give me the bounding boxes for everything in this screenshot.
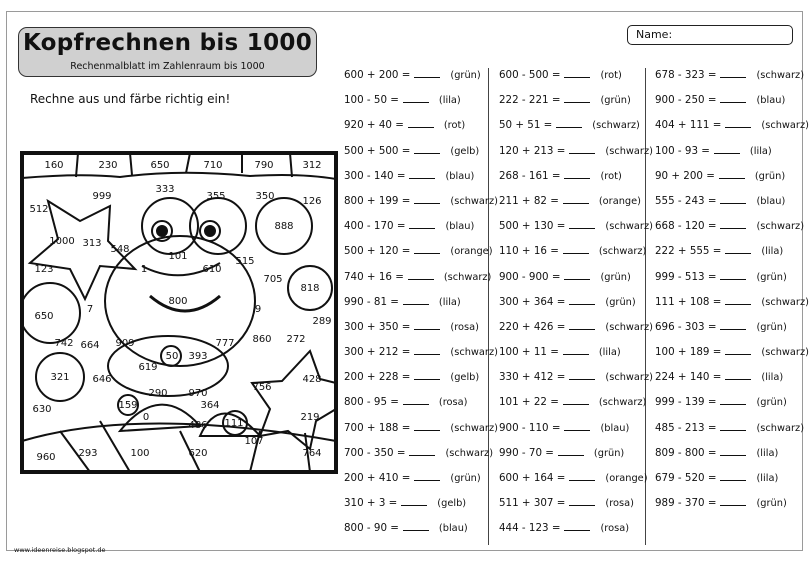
task-expression: 111 + 108 =	[655, 295, 722, 308]
task-row	[499, 469, 649, 494]
task-color: (schwarz)	[761, 296, 809, 308]
picture-number: 650	[34, 311, 54, 322]
picture-number: 486	[188, 420, 208, 431]
picture-number: 293	[78, 448, 98, 459]
task-color: (rosa)	[600, 523, 630, 535]
task-row	[499, 444, 649, 469]
task-expression: 220 + 426 =	[499, 320, 566, 333]
task-expression: 990 - 70 =	[499, 446, 554, 459]
task-color: (lila)	[749, 145, 772, 157]
task-expression: 555 - 243 =	[655, 194, 717, 207]
answer-blank[interactable]	[414, 243, 440, 254]
task-color: (schwarz)	[450, 195, 498, 207]
picture-number: 0	[142, 412, 150, 423]
answer-blank[interactable]	[401, 495, 427, 506]
picture-number: 428	[302, 374, 322, 385]
answer-blank[interactable]	[569, 218, 595, 229]
answer-blank[interactable]	[569, 319, 595, 330]
task-color: (schwarz)	[598, 397, 647, 409]
task-row	[344, 142, 494, 167]
picture-number: 126	[302, 196, 322, 207]
answer-blank[interactable]	[720, 420, 746, 431]
answer-blank[interactable]	[408, 117, 434, 128]
task-row	[499, 242, 649, 267]
task-color: (schwarz)	[445, 447, 494, 459]
task-row	[655, 368, 805, 393]
task-expression: 920 + 40 =	[344, 119, 404, 132]
task-row	[655, 444, 805, 469]
picture-number: 219	[300, 412, 320, 423]
task-expression: 90 + 200 =	[655, 169, 715, 182]
answer-blank[interactable]	[569, 143, 595, 154]
picture-number: 610	[202, 264, 222, 275]
task-row	[655, 242, 805, 267]
task-row	[655, 494, 805, 519]
task-color: (blau)	[756, 95, 786, 107]
task-row	[655, 293, 809, 318]
task-row	[344, 393, 494, 418]
task-expression: 100 - 50 =	[344, 94, 399, 107]
task-color: (schwarz)	[761, 347, 809, 359]
answer-blank[interactable]	[720, 269, 746, 280]
picture-number: 800	[168, 296, 188, 307]
task-row	[344, 469, 494, 494]
picture-number: 333	[155, 184, 175, 195]
task-row	[655, 142, 805, 167]
task-expression: 900 - 900 =	[499, 270, 561, 283]
task-color: (schwarz)	[605, 372, 653, 384]
answer-blank[interactable]	[720, 495, 746, 506]
task-expression: 678 - 323 =	[655, 69, 717, 81]
answer-blank[interactable]	[714, 143, 740, 154]
task-expression: 679 - 520 =	[655, 472, 717, 484]
picture-number: 742	[54, 338, 74, 349]
page-subtitle: Rechenmalblatt im Zahlenraum bis 1000	[70, 61, 265, 72]
task-color: (grün)	[600, 271, 631, 283]
picture-number: 355	[206, 191, 226, 202]
answer-blank[interactable]	[720, 470, 746, 481]
picture-number: 7	[86, 304, 94, 315]
picture-number: 350	[255, 191, 275, 202]
task-expression: 404 + 111 =	[655, 119, 722, 132]
task-row	[344, 192, 498, 217]
task-color: (rosa)	[605, 498, 634, 510]
task-expression: 600 - 500 =	[499, 69, 561, 81]
answer-blank[interactable]	[725, 344, 751, 355]
task-row	[655, 268, 805, 293]
picture-number: 710	[203, 160, 223, 171]
picture-number: 999	[92, 191, 112, 202]
task-color: (orange)	[598, 195, 641, 207]
task-expression: 485 - 213 =	[655, 421, 717, 434]
task-row	[655, 116, 809, 141]
answer-blank[interactable]	[719, 168, 745, 179]
answer-blank[interactable]	[558, 445, 584, 456]
task-expression: 668 - 120 =	[655, 220, 717, 233]
task-row	[655, 343, 809, 368]
task-color: (schwarz)	[592, 120, 640, 132]
task-row	[344, 217, 494, 242]
task-color: (lila)	[756, 473, 779, 484]
task-row	[655, 192, 805, 217]
picture-number: 818	[300, 283, 320, 294]
answer-blank[interactable]	[725, 369, 751, 380]
task-expression: 110 + 16 =	[499, 245, 559, 258]
task-expression: 100 - 93 =	[655, 144, 710, 157]
answer-blank[interactable]	[720, 445, 746, 456]
task-column-1	[344, 66, 498, 545]
task-expression: 222 + 555 =	[655, 245, 722, 258]
task-color: (schwarz)	[756, 221, 805, 233]
task-expression: 900 - 250 =	[655, 94, 717, 107]
task-row	[655, 419, 805, 444]
task-color: (orange)	[605, 473, 648, 484]
task-color: (schwarz)	[443, 271, 492, 283]
picture-number: 756	[252, 382, 272, 393]
picture-number: 790	[254, 160, 274, 171]
task-color: (blau)	[438, 523, 468, 535]
task-expression: 120 + 213 =	[499, 144, 566, 157]
task-color: (schwarz)	[761, 120, 809, 132]
answer-blank[interactable]	[403, 92, 429, 103]
answer-blank[interactable]	[725, 294, 751, 305]
answer-blank[interactable]	[414, 344, 440, 355]
answer-blank[interactable]	[414, 420, 440, 431]
picture-number: 159	[118, 400, 138, 411]
task-expression: 400 - 170 =	[344, 220, 406, 233]
task-row	[655, 91, 805, 116]
task-row	[499, 192, 649, 217]
task-expression: 222 - 221 =	[499, 94, 561, 107]
task-expression: 600 + 164 =	[499, 472, 566, 484]
task-row	[499, 419, 649, 444]
task-color: (blau)	[600, 422, 630, 434]
picture-number: 123	[34, 264, 54, 275]
task-expression: 700 + 188 =	[344, 421, 411, 434]
picture-number: 230	[98, 160, 118, 171]
task-color: (grün)	[756, 397, 787, 409]
task-row	[499, 142, 653, 167]
task-color: (schwarz)	[598, 246, 647, 258]
task-color: (blau)	[445, 221, 475, 233]
picture-number: 101	[168, 251, 188, 262]
task-expression: 211 + 82 =	[499, 194, 559, 207]
task-row	[499, 116, 649, 141]
task-color: (lila)	[598, 347, 621, 359]
picture-number: 50	[165, 351, 179, 362]
answer-blank[interactable]	[720, 193, 746, 204]
task-expression: 200 + 410 =	[344, 472, 411, 484]
task-expression: 999 - 513 =	[655, 270, 717, 283]
task-expression: 809 - 800 =	[655, 446, 717, 459]
task-color: (schwarz)	[756, 70, 805, 81]
answer-blank[interactable]	[720, 92, 746, 103]
task-color: (lila)	[438, 95, 461, 107]
answer-blank[interactable]	[564, 168, 590, 179]
answer-blank[interactable]	[414, 369, 440, 380]
task-expression: 990 - 81 =	[344, 295, 399, 308]
answer-blank[interactable]	[414, 470, 440, 481]
task-row	[499, 318, 653, 343]
answer-blank[interactable]	[725, 117, 751, 128]
task-expression: 900 - 110 =	[499, 421, 561, 434]
task-color: (rot)	[600, 70, 622, 81]
task-expression: 740 + 16 =	[344, 270, 404, 283]
answer-blank[interactable]	[403, 294, 429, 305]
task-column-2	[499, 66, 653, 545]
picture-number: 107	[244, 436, 264, 447]
task-expression: 700 - 350 =	[344, 446, 406, 459]
task-expression: 989 - 370 =	[655, 497, 717, 510]
answer-blank[interactable]	[720, 319, 746, 330]
answer-blank[interactable]	[720, 67, 746, 78]
task-color: (blau)	[445, 170, 475, 182]
picture-number: 313	[82, 238, 102, 249]
picture-number: 393	[188, 351, 208, 362]
picture-number: 515	[235, 256, 255, 267]
task-row	[499, 268, 649, 293]
task-color: (gelb)	[450, 145, 480, 157]
task-expression: 224 + 140 =	[655, 371, 722, 384]
answer-blank[interactable]	[556, 117, 582, 128]
task-expression: 500 + 120 =	[344, 245, 411, 258]
picture-number: 646	[92, 374, 112, 385]
task-row	[655, 318, 805, 343]
task-row	[344, 343, 498, 368]
task-row	[344, 444, 494, 469]
task-row	[499, 66, 649, 91]
picture-number: 705	[263, 274, 283, 285]
task-expression: 300 + 364 =	[499, 295, 566, 308]
answer-blank[interactable]	[563, 394, 589, 405]
picture-number: 909	[115, 338, 135, 349]
answer-blank[interactable]	[563, 243, 589, 254]
task-row	[344, 293, 494, 318]
answer-blank[interactable]	[414, 319, 440, 330]
task-row	[344, 318, 494, 343]
picture-number: 764	[302, 448, 322, 459]
picture-number: 364	[200, 400, 220, 411]
task-color: (orange)	[450, 246, 493, 258]
coloring-picture	[20, 151, 338, 474]
task-color: (grün)	[450, 70, 481, 81]
answer-blank[interactable]	[414, 193, 440, 204]
task-row	[499, 494, 649, 519]
task-expression: 500 + 130 =	[499, 220, 566, 233]
picture-number: 1	[140, 264, 148, 275]
task-color: (rot)	[443, 120, 466, 132]
task-color: (grün)	[450, 473, 481, 484]
task-expression: 500 + 500 =	[344, 144, 411, 157]
task-row	[344, 116, 494, 141]
answer-blank[interactable]	[409, 168, 435, 179]
task-expression: 50 + 51 =	[499, 119, 553, 132]
answer-blank[interactable]	[564, 269, 590, 280]
task-color: (schwarz)	[605, 321, 653, 333]
answer-blank[interactable]	[564, 420, 590, 431]
task-color: (lila)	[761, 372, 784, 384]
name-label: Name:	[636, 28, 673, 41]
task-expression: 800 + 199 =	[344, 194, 411, 207]
task-row	[344, 519, 494, 544]
answer-blank[interactable]	[564, 92, 590, 103]
answer-blank[interactable]	[569, 470, 595, 481]
coloring-svg	[20, 151, 338, 474]
task-color: (grün)	[593, 447, 625, 459]
task-color: (gelb)	[450, 372, 480, 384]
task-color: (schwarz)	[450, 347, 498, 359]
picture-number: 777	[215, 338, 235, 349]
footer-url: www.ideenreise.blogspot.de	[14, 546, 106, 554]
task-row	[499, 167, 649, 192]
picture-number: 888	[274, 221, 294, 232]
task-row	[344, 419, 498, 444]
task-row	[655, 217, 805, 242]
title-box	[18, 27, 317, 77]
task-row	[499, 91, 649, 116]
answer-blank[interactable]	[403, 520, 429, 531]
answer-blank[interactable]	[408, 269, 434, 280]
task-expression: 800 - 90 =	[344, 522, 399, 535]
answer-blank[interactable]	[569, 495, 595, 506]
task-row	[655, 469, 805, 494]
picture-number: 512	[29, 204, 49, 215]
picture-number: 664	[80, 340, 100, 351]
task-color: (lila)	[761, 246, 784, 258]
task-row	[499, 217, 653, 242]
task-expression: 300 - 140 =	[344, 169, 406, 182]
instruction-text: Rechne aus und färbe richtig ein!	[30, 92, 231, 106]
task-row	[499, 343, 649, 368]
task-color: (rosa)	[450, 321, 479, 333]
task-expression: 268 - 161 =	[499, 169, 561, 182]
task-color: (grün)	[756, 271, 787, 283]
task-color: (gelb)	[437, 498, 467, 510]
task-color: (schwarz)	[605, 145, 653, 157]
task-row	[344, 91, 494, 116]
task-row	[344, 242, 494, 267]
picture-number: 100	[130, 448, 150, 459]
picture-number: 960	[36, 452, 56, 463]
task-row	[344, 167, 494, 192]
answer-blank[interactable]	[720, 394, 746, 405]
task-expression: 511 + 307 =	[499, 497, 566, 510]
task-expression: 300 + 212 =	[344, 346, 411, 359]
task-color: (rot)	[600, 170, 622, 182]
task-color: (grün)	[605, 296, 636, 308]
task-expression: 100 + 189 =	[655, 346, 722, 359]
task-expression: 999 - 139 =	[655, 396, 717, 409]
task-color: (grün)	[756, 321, 787, 333]
task-row	[499, 293, 649, 318]
picture-number: 321	[50, 372, 70, 383]
picture-number: 272	[286, 334, 306, 345]
task-color: (blau)	[756, 195, 786, 207]
task-color: (schwarz)	[605, 221, 653, 233]
task-row	[499, 393, 649, 418]
picture-number: 620	[188, 448, 208, 459]
picture-number: 1000	[49, 236, 75, 247]
task-expression: 444 - 123 =	[499, 522, 561, 535]
task-color: (lila)	[438, 296, 461, 308]
task-color: (grün)	[600, 95, 631, 107]
answer-blank[interactable]	[409, 218, 435, 229]
answer-blank[interactable]	[414, 67, 440, 78]
answer-blank[interactable]	[403, 394, 429, 405]
page-title: Kopfrechnen bis 1000	[22, 30, 313, 56]
picture-number: 290	[148, 388, 168, 399]
task-row	[344, 268, 494, 293]
task-color: (schwarz)	[450, 422, 498, 434]
task-expression: 800 - 95 =	[344, 396, 399, 409]
picture-number: 111	[224, 418, 244, 429]
task-color: (grün)	[754, 170, 786, 182]
picture-number: 619	[138, 362, 158, 373]
task-color: (rosa)	[438, 397, 468, 409]
answer-blank[interactable]	[720, 218, 746, 229]
picture-number: 289	[312, 316, 332, 327]
picture-number: 548	[110, 244, 130, 255]
task-row	[655, 393, 805, 418]
answer-blank[interactable]	[564, 67, 590, 78]
answer-blank[interactable]	[563, 344, 589, 355]
task-row	[344, 66, 494, 91]
picture-number: 630	[32, 404, 52, 415]
answer-blank[interactable]	[725, 243, 751, 254]
answer-blank[interactable]	[569, 369, 595, 380]
answer-blank[interactable]	[414, 143, 440, 154]
picture-number: 160	[44, 160, 64, 171]
picture-number: 312	[302, 160, 322, 171]
picture-number: 9	[254, 304, 262, 315]
name-field[interactable]	[627, 25, 793, 45]
task-expression: 200 + 228 =	[344, 371, 411, 384]
answer-blank[interactable]	[564, 520, 590, 531]
task-color: (lila)	[756, 447, 779, 459]
picture-number: 970	[188, 388, 208, 399]
task-row	[499, 519, 649, 544]
task-expression: 101 + 22 =	[499, 396, 559, 409]
answer-blank[interactable]	[569, 294, 595, 305]
task-expression: 300 + 350 =	[344, 320, 411, 333]
task-expression: 310 + 3 =	[344, 497, 398, 510]
answer-blank[interactable]	[563, 193, 589, 204]
task-expression: 330 + 412 =	[499, 371, 566, 384]
task-row	[344, 368, 494, 393]
task-color: (schwarz)	[756, 422, 805, 434]
picture-number: 860	[252, 334, 272, 345]
task-row	[499, 368, 653, 393]
picture-number: 650	[150, 160, 170, 171]
task-expression: 600 + 200 =	[344, 69, 411, 81]
task-expression: 696 - 303 =	[655, 320, 717, 333]
task-row	[655, 167, 805, 192]
task-column-3	[655, 66, 809, 519]
task-color: (grün)	[756, 498, 787, 510]
answer-blank[interactable]	[409, 445, 435, 456]
task-row	[344, 494, 494, 519]
task-expression: 100 + 11 =	[499, 346, 559, 359]
task-row	[655, 66, 805, 91]
